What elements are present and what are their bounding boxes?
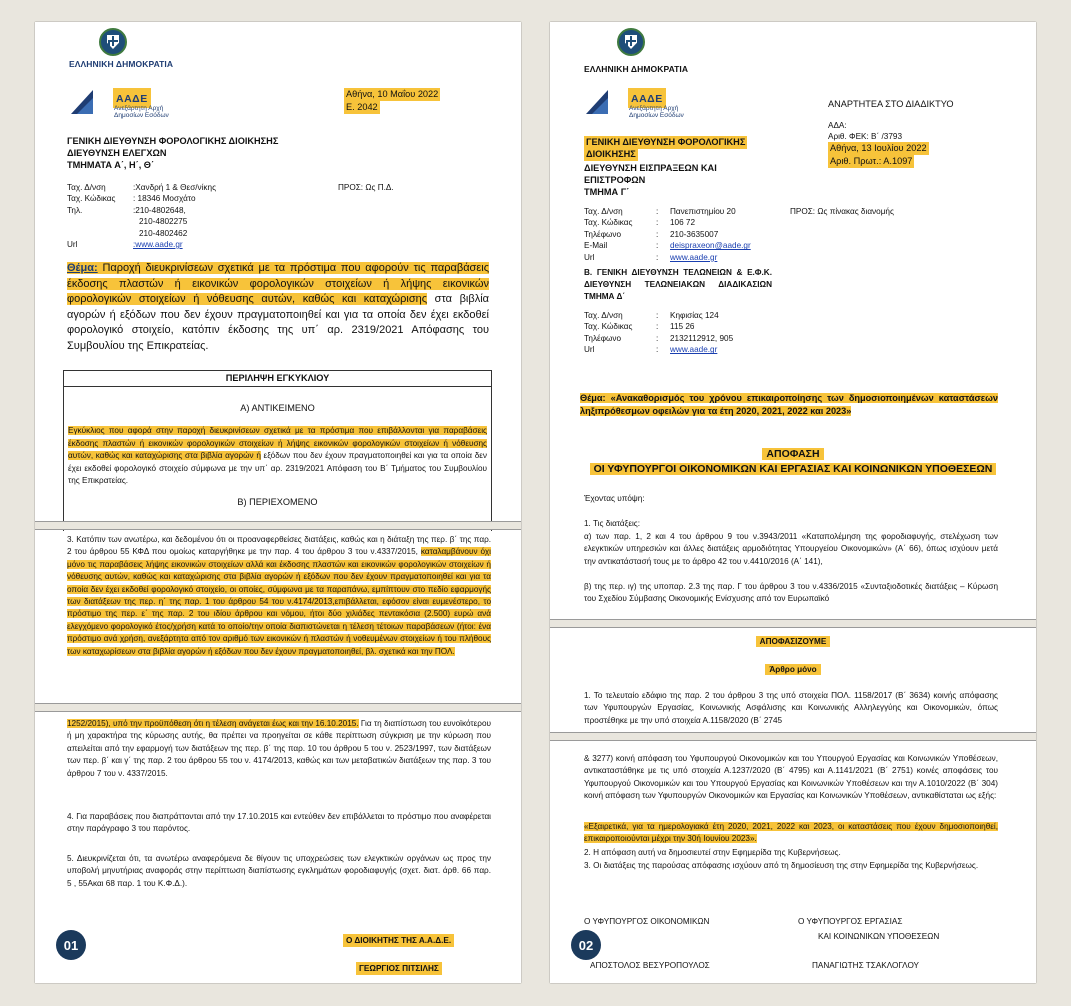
summary-highlighted: Εγκύκλιος που αφορά στην παροχή διευκρινίσεων σχετικά με τα πρόστιμα που επιβάλλονται για παραβάσεις έκδοσης πλαστών ή εικονικών φορολογικών στοιχείων ή λήψης εικονικών φορολογικών στοιχείων ή νόθευσης αυτών, καθώς και καταχώρισης στα βιβλία αγορών ή (68, 426, 487, 460)
aade-logo (584, 88, 714, 122)
amendment-quote-highlighted: «Εξαιρετικά, για τα ημερολογιακά έτη 2020, 2021, 2022 και 2023, οι καταστάσεις που έχουν δημοσιοποιηθεί, επικαιροποιούνται μέχρι την 30ή Ιουνίου 2023». (584, 822, 998, 844)
website-link[interactable]: www.aade.gr (670, 345, 718, 355)
summary-rest: εξόδων που δεν έχουν πραγματοποιηθεί και για τα οποία δεν έχει εκδοθεί φορολογικό στοιχείο σύμφωνα με την υπ΄ αρ. 2319/2021 Απόφαση του Β΄ Τμήματος του Συμβουλίου της Επικρατείας. (68, 451, 487, 485)
subject-highlighted: Θέμα: «Ανακαθορισμός του χρόνου επικαιροποίησης των δημοσιοποιημένων καταστάσεων ληξιπρόθεσμων οφειλών για τα έτη 2020, 2021, 2022 και 2023» (580, 393, 998, 416)
contact-label: Ταχ. Δ/νση (584, 311, 623, 320)
article-paragraph-1: 1. Το τελευταίο εδάφιο της παρ. 2 του άρθρου 3 της υπό στοιχεία ΠΟΛ. 1158/2017 (Β΄ 3634) κοινής απόφασης των Υφυπουργών Εργασίας, Κοινωνικής Ασφάλισης και Κοινωνικής Αλληλεγγύης και Οικονομικών, όπως προστέθηκε με την υπό στοιχεία Α.1158/2020 (Β΄ 2745 (584, 691, 998, 725)
contact-label: Τηλέφωνο (584, 333, 622, 343)
document-page-1 (35, 22, 521, 983)
aade-logo-mark-icon (69, 88, 95, 116)
signatory-left-title: Ο ΥΦΥΠΟΥΡΓΟΣ ΟΙΚΟΝΟΜΙΚΩΝ (584, 917, 710, 926)
issuing-department-2: ΔΙΕΥΘΥΝΣΗ ΕΛΕΓΧΩΝ (67, 148, 167, 158)
summary-box (63, 370, 492, 531)
contact-value: 2132112912, 905 (670, 333, 734, 343)
document-date: Αθήνα, 10 Μαΐου 2022 (346, 89, 439, 99)
subject-highlighted: Παροχή διευκρινίσεων σχετικά με τα πρόστιμα που αφορούν τις παραβάσεις έκδοσης πλαστών ή εικονικών φορολογικών στοιχείων ή λήψης εικονικών φορολογικών στοιχείων ή νόθευσης αυτών, καθώς και καταχώρισης (67, 262, 489, 305)
article-paragraph-1-continued: & 3277) κοινή απόφαση του Υφυπουργού Οικονομικών και του Υπουργού Εργασίας και Κοινωνικών Υποθέσεων, αντικαταστάθηκε με τις υπό στοιχεία Α.1237/2020 (Β΄ 4795) και Α.1141/2021 (Β΄ 2751) κοινές αποφάσεις του Υφυπουργού Οικονομικών και του Υπουργού Εργασίας και Κοινωνικών Υποθέσεων και την Α.1010/2022 (Β΄ 304) κοινή απόφαση των Υφυπουργών Οικονομικών και Εργασίας και Κοινωνικών Υποθέσεων, αντικαθίσταται ως εξής: (584, 754, 998, 801)
article-heading-text: Άρθρο μόνο (765, 664, 820, 675)
we-decide-heading (550, 636, 1036, 647)
page-cut-divider (550, 732, 1036, 741)
logo-name: ΑΑΔΕ (631, 93, 663, 105)
contact-label (67, 216, 139, 227)
contact-value: 210-3635007 (670, 229, 719, 239)
amendment-quote (584, 821, 998, 846)
page-number-badge: 01 (56, 930, 86, 960)
contact-value: 210-4802275 (139, 217, 188, 227)
greek-coat-of-arms-icon (617, 28, 645, 56)
recipient: ΠΡΟΣ: Ως πίνακας διανομής (790, 207, 894, 216)
fek-number: Αριθ. ΦΕΚ: Β΄ /3793 (828, 132, 902, 141)
email-link[interactable]: deispraxeon@aade.gr (670, 241, 751, 251)
contact-label: Τηλ. (67, 205, 83, 215)
logo-subtitle-2: Δημοσίων Εσόδων (114, 112, 169, 119)
contact-label: E-Mail (584, 241, 608, 251)
greek-coat-of-arms-icon (99, 28, 127, 56)
recipient: ΠΡΟΣ: Ως Π.Δ. (338, 183, 394, 192)
article-paragraph-3: 3. Οι διατάξεις της παρούσας απόφασης ισχύουν από τη δημοσίευση της στην Εφημερίδα της Κυβερνήσεως. (584, 861, 979, 870)
summary-text (68, 425, 487, 488)
having-considered: Έχοντας υπόψη: (584, 494, 645, 503)
issuing-department-1: ΔΙΕΥΘΥΝΣΗ ΕΙΣΠΡΑΞΕΩΝ ΚΑΙ (584, 163, 717, 173)
subject (580, 392, 998, 418)
document-protocol: Ε. 2042 (346, 102, 378, 112)
paragraph-3 (67, 534, 491, 658)
contact-label: Τηλέφωνο (584, 229, 622, 239)
signatory-right-title-2: ΚΑΙ ΚΟΙΝΩΝΙΚΩΝ ΥΠΟΘΕΣΕΩΝ (818, 932, 940, 941)
issuing-department-1: ΓΕΝΙΚΗ ΔΙΕΥΘΥΝΣΗ ΦΟΡΟΛΟΓΙΚΗΣ ΔΙΟΙΚΗΣΗΣ (67, 136, 279, 146)
page-cut-divider (550, 619, 1036, 628)
republic-title: ΕΛΛΗΝΙΚΗ ΔΗΜΟΚΡΑΤΙΑ (584, 64, 689, 74)
paragraph-5: 5. Διευκρινίζεται ότι, τα ανωτέρω αναφερόμενα δε θίγουν τις υποχρεώσεις των ελεγκτικών οργάνων ως προς την υποβολή μηνυτήριας αναφοράς στην περίπτωση διαπίστωσης εγκλημάτων φοροδιαφυγής (σχετ. διατ. άρθ. 66 παρ. 5 , 55Ακαι 68 παρ. 1 του Κ.Φ.Δ.). (67, 854, 491, 888)
paragraph-3-highlighted: καταλαμβάνουν όχι μόνο τις παραβάσεις λήψης εικονικών στοιχείων αλλά και έκδοσης πλαστών και εικονικών φορολογικών στοιχείων ή νόθευσης αυτών, καθώς και καταχώρισης στα βιβλία αγορών ή εξόδων που δεν έχουν πραγματοποιηθεί και για τα οποία δεν έχει εκδοθεί φορολογικό στοιχείο, οι οποίες, σύμφωνα με τα παραπάνω, εμπίπτουν στο πεδίο εφαρμογής των διατάξεων της περ. η΄ της παρ. 1 του άρθρου 54 του ν.4174/2013,επιβάλλεται, εφόσον είναι ευμενέστερο, το πρόστιμο της περ. ε΄ της παρ. 2 του ιδίου άρθρου και νόμου, ήτοι δύο χιλιάδες πεντακόσια (2.500) ευρώ ανά ελεγχόμενο φορολογικό έτος/χρήση κατά το οποίο/την οποία διαπιστώνεται η τέλεση τέτοιων παραβάσεων (ήτοι: ένα πρόστιμο ανά χρήση, ανεξάρτητα από τον αριθμό των εικονικών ή πλαστών ή νοθευμένων στοιχείων ή του πλήθους των καταχωρίσεων στα βιβλία αγορών ή εξόδων που δεν έχουν πραγματοποιηθεί, βλ. σχετικά και την ΠΟΛ. (67, 547, 491, 656)
summary-section-b: Β) ΠΕΡΙΕΧΟΜΕΝΟ (237, 496, 318, 507)
logo-subtitle-2: Δημοσίων Εσόδων (629, 112, 684, 119)
issuing-department-hl-1: ΓΕΝΙΚΗ ΔΙΕΥΘΥΝΣΗ ΦΟΡΟΛΟΓΙΚΗΣ (586, 137, 746, 147)
contact-label: Ταχ. Δ/νση (584, 207, 623, 216)
contact-label: Ταχ. Κώδικας (584, 322, 633, 332)
contact-label: Ταχ. Κώδικας (584, 218, 633, 228)
contact-value: Πανεπιστημίου 20 (670, 207, 736, 216)
signatory-name: ΓΕΩΡΓΙΟΣ ΠΙΤΣΙΛΗΣ (356, 962, 442, 975)
republic-title: ΕΛΛΗΝΙΚΗ ΔΗΜΟΚΡΑΤΙΑ (69, 59, 174, 69)
signatory-right-title-1: Ο ΥΦΥΠΟΥΡΓΟΣ ΕΡΓΑΣΙΑΣ (798, 917, 903, 926)
aade-logo-mark-icon (584, 88, 610, 116)
article-heading (550, 664, 1036, 675)
contact-label: Ταχ. Κώδικας (67, 194, 116, 204)
website-link[interactable]: :www.aade.gr (133, 240, 183, 250)
contact-label: Url (67, 240, 78, 250)
signatory-title: Ο ΔΙΟΙΚΗΤΗΣ ΤΗΣ Α.Α.Δ.Ε. (343, 934, 454, 947)
contact-value: : 18346 Μοσχάτο (133, 194, 196, 204)
logo-name: ΑΑΔΕ (116, 93, 148, 105)
signatory-left-name: ΑΠΟΣΤΟΛΟΣ ΒΕΣΥΡΟΠΟΥΛΟΣ (590, 961, 710, 970)
ada-field: ΑΔΑ: (828, 121, 847, 130)
contact-value: 115 26 (670, 322, 695, 332)
page-cut-divider (35, 703, 521, 712)
issuing-department-hl-2: ΔΙΟΙΚΗΣΗΣ (586, 149, 636, 159)
issuing-department-2: ΕΠΙΣΤΡΟΦΩΝ (584, 175, 646, 185)
ministers-heading-text: ΟΙ ΥΦΥΠΟΥΡΓΟΙ ΟΙΚΟΝΟΜΙΚΩΝ ΚΑΙ ΕΡΓΑΣΙΑΣ ΚΑΙ ΚΟΙΝΩΝΙΚΩΝ ΥΠΟΘΕΣΕΩΝ (590, 463, 997, 475)
paragraph-3-continued (67, 718, 491, 780)
logo-subtitle-1: Ανεξάρτητη Αρχή (114, 105, 164, 112)
customs-department: Β. ΓΕΝΙΚΗ ΔΙΕΥΘΥΝΣΗ ΤΕΛΩΝΕΙΩΝ & Ε.Φ.Κ. ΔΙΕΥΘΥΝΣΗ ΤΕΛΩΝΕΙΑΚΩΝ ΔΙΑΔΙΚΑΣΙΩΝ ΤΜΗΜΑ Δ΄ (584, 268, 772, 301)
paragraph-3-continued-text: Για τη διαπίστωση του ευνοϊκότερου ή μη χαρακτήρα της κύρωσης αυτής, θα πρέπει να προηγείται σε κάθε περίπτωση σύγκριση με την κύρωση που απειλείται από την εφαρμογή των διατάξεων της περ. β΄ της παρ. 10 του άρθρου 5 του ν. 2523/1997, των διατάξεων των περ. β΄ και γ΄ της παρ. 2 του άρθρου 55 του ν. 4174/2013, καθώς και των μεταβατικών διατάξεων της παρ. 3 του άρθρου 7 του ν. 4337/2015. (67, 719, 491, 778)
provisions-title: 1. Τις διατάξεις: (584, 519, 641, 528)
we-decide-text: ΑΠΟΦΑΣΙΖΟΥΜΕ (756, 636, 831, 647)
page-cut-divider (35, 521, 521, 530)
signatory-right-name: ΠΑΝΑΓΙΩΤΗΣ ΤΣΑΚΛΟΓΛΟΥ (812, 961, 920, 970)
subject (67, 261, 489, 354)
paragraph-4: 4. Για παραβάσεις που διαπράττονται από την 17.10.2015 και εντεύθεν δεν επιβάλλεται το πρόστιμο που αναφέρεται στην παράγραφο 3 του παρόντος. (67, 812, 491, 834)
decision-heading-text: ΑΠΟΦΑΣΗ (762, 448, 823, 460)
paragraph-3-continued-highlighted: 1252/2015), υπό την προϋπόθεση ότι η τέλεση ανάγεται έως και την 16.10.2015. (67, 719, 359, 728)
ministers-heading (550, 462, 1036, 477)
contact-value: 210-4802462 (139, 228, 188, 238)
contact-label: Url (584, 345, 595, 355)
decision-heading (550, 447, 1036, 462)
contact-label: Url (584, 252, 595, 262)
article-paragraph-2: 2. Η απόφαση αυτή να δημοσιευτεί στην Εφημερίδα της Κυβερνήσεως. (584, 848, 841, 857)
subject-label: Θέμα: (67, 262, 98, 274)
issuing-department-3: ΤΜΗΜΑΤΑ Α΄, Η΄, Θ΄ (67, 160, 155, 170)
provision-a: α) των παρ. 1, 2 και 4 του άρθρου 9 του ν.3943/2011 «Καταπολέμηση της φοροδιαφυγής, στελέχωση των ελεγκτικών υπηρεσιών και άλλες διατάξεις αρμοδιότητας Υπουργείου Οικονομικών» (Α΄ 66), όπως ισχύουν μετά την αντικατάστασή τους με το άρθρο 42 του ν.4410/2016 (Α΄ 141), (584, 532, 998, 566)
provision-b: β) της περ. ιγ) της υποπαρ. 2.3 της παρ. Γ του άρθρου 3 του ν.4336/2015 «Συνταξιοδοτικές διατάξεις – Κύρωση του Σχεδίου Σύμβασης Οικονομικής Ενίσχυσης από τον Ευρωπαϊκό (584, 582, 998, 604)
logo-subtitle-1: Ανεξάρτητη Αρχή (629, 105, 679, 112)
page-number-badge: 02 (571, 930, 601, 960)
online-posting-notice: ΑΝΑΡΤΗΤΕΑ ΣΤΟ ΔΙΑΔΙΚΤΥΟ (828, 99, 954, 109)
contact-block-1: Ταχ. Δ/νση : Πανεπιστημίου 20 Ταχ. Κώδικας : 106 72 Τηλέφωνο : 210-3635007 E-Mail : deispraxeon@aade.gr Url : www.aade.gr (584, 207, 751, 262)
contact-label (67, 228, 139, 239)
contact-value: :210-4802648, (133, 205, 186, 215)
issuing-department-3: ΤΜΗΜΑ Γ΄ (584, 187, 630, 197)
contact-value: :Χανδρή 1 & Θεσ/νίκης (133, 183, 217, 192)
summary-title: ΠΕΡΙΛΗΨΗ ΕΓΚΥΚΛΙΟΥ (64, 371, 491, 387)
contact-block-2: Ταχ. Δ/νση : Κηφισίας 124 Ταχ. Κώδικας : 115 26 Τηλέφωνο : 2132112912, 905 Url : www.aade.gr (584, 311, 734, 355)
document-protocol: Αριθ. Πρωτ.: Α.1097 (830, 156, 913, 166)
contact-label: Ταχ. Δ/νση (67, 183, 106, 192)
document-page-2 (550, 22, 1036, 983)
contact-value: 106 72 (670, 218, 696, 228)
summary-section-a: Α) ΑΝΤΙΚΕΙΜΕΝΟ (240, 403, 315, 413)
subject-text: στα βιβλία αγορών ή εξόδων που δεν έχουν πραγματοποιηθεί και για τα οποία δεν έχει εκδοθεί φορολογικό στοιχείο, κατόπιν έκδοσης της υπ΄ αρ. 2319/2021 Απόφασης του Συμβουλίου της Επικρατείας. (67, 293, 490, 352)
paragraph-3-text: 3. Κατόπιν των ανωτέρω, και δεδομένου ότι οι προαναφερθείσες διατάξεις, καθώς και η διάταξη της περ. β΄ της παρ. 2 του άρθρου 55 ΚΦΔ που ομοίως καταργήθηκε με την παρ. 4 του άρθρου 3 του ν.4337/2015, (67, 535, 491, 557)
contact-block (67, 182, 317, 250)
document-date: Αθήνα, 13 Ιουλίου 2022 (830, 143, 927, 153)
contact-value: Κηφισίας 124 (670, 311, 719, 320)
website-link[interactable]: www.aade.gr (670, 252, 718, 262)
aade-logo (69, 88, 199, 122)
